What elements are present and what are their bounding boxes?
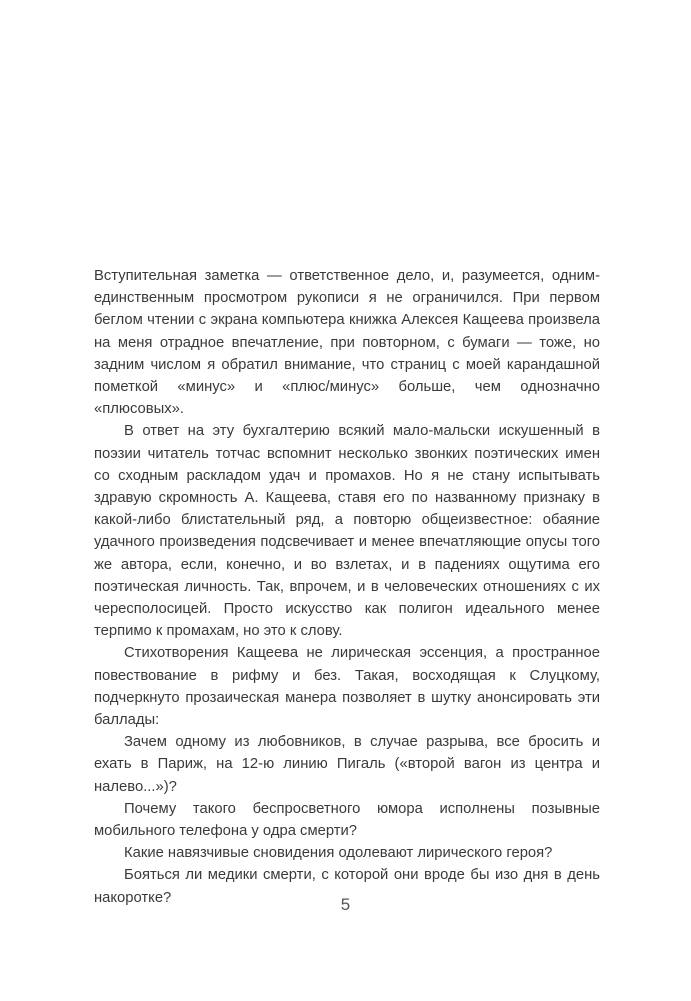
page-number: 5 bbox=[340, 895, 351, 914]
paragraph-question-dreams: Какие навязчивые сновидения одолевают лирического героя? bbox=[124, 845, 553, 862]
paragraph-question-paris: Зачем одному из любовников, в случае разрыва, все бросить и ехать в Париж, на 12-ю линию Пигаль («второй вагон из центра и налево...»)? bbox=[94, 734, 600, 795]
paragraph-poems-style: Стихотворения Кащеева не лирическая эссенция, а пространное повествование в рифму и без. Такая, восходящая к Слуцкому, подчеркнуто прозаическая манера позволяет в шутку анонсировать эти баллады: bbox=[94, 645, 600, 729]
paragraph-question-humor: Почему такого беспросветного юмора исполнены позывные мобильного телефона у одра смерти? bbox=[94, 800, 600, 840]
paragraph-accounting: В ответ на эту бухгалтерию всякий мало-мальски искушенный в поэзии читатель тотчас вспомнит несколько звонких поэтических имен со сходным раскладом удач и промахов. Но я не стану испытывать здравую скромность А. Кащеева, ставя его по названному признаку в какой-либо блистательный ряд, а повторю общеизвестное: обаяние удачного произведения подсвечивает и менее впечатляющие опусы того же автора, если, конечно, и во взлетах, и в падениях ощутима его поэтическая личность. Так, впрочем, и в человеческих отношениях с их чересполосицей. Просто искусство как полигон идеального менее терпимо к промахам, но это к слову. bbox=[94, 423, 600, 640]
paragraph-question-medics: Бояться ли медики смерти, с которой они вроде бы изо дня в день накоротке? bbox=[94, 867, 600, 906]
paragraph-intro: Вступительная заметка — ответственное дело, и, разумеется, одним-единственным просмотром рукописи я не ограничился. При первом беглом чтении с экрана компьютера книжка Алексея Кащеева произвела на меня отрадное впечатление, при повторном, с бумаги — тоже, но задним числом я обратил внимание, что страниц с моей карандашной пометкой «минус» и «плюс/минус» больше, чем однозначно «плюсовых». bbox=[94, 268, 600, 418]
body-text bbox=[94, 265, 600, 909]
